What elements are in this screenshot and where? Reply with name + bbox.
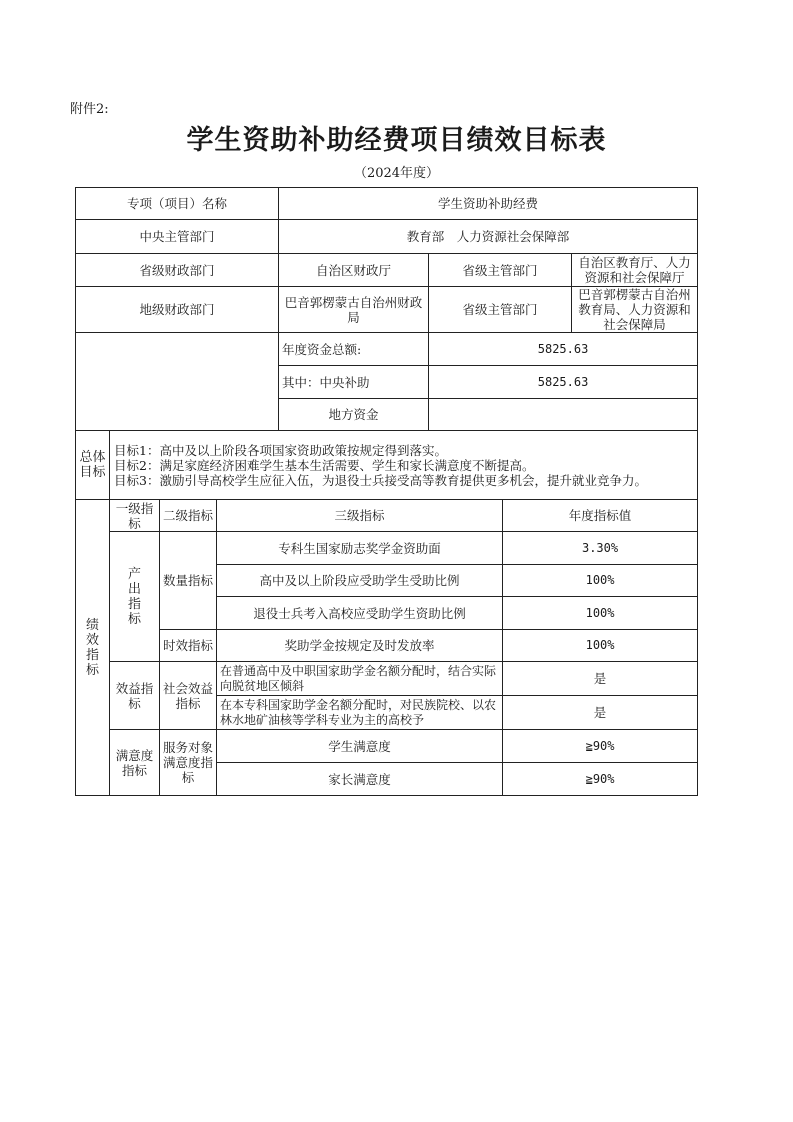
perf-label-char: 效 (85, 632, 99, 648)
prov-manager-label: 省级主管部门 (429, 254, 572, 287)
local-funds-label: 地方资金 (279, 399, 429, 431)
timeliness-indicator-label: 时效指标 (160, 630, 217, 662)
performance-target-table (75, 187, 698, 796)
level3-header: 三级指标 (217, 500, 503, 532)
quantity-indicator-label: 数量指标 (160, 532, 217, 630)
indicator-row-6-text-inner: 在本专科国家助学金名额分配时，对民族院校、以农林水地矿油核等学科专业为主的高校予 (220, 697, 497, 727)
benefit-indicator-label: 效益指标 (110, 662, 160, 730)
funds-blank-cell (76, 333, 279, 431)
central-subsidy-value: 5825.63 (429, 366, 698, 399)
overall-goal-3: 目标3：激励引导高校学生应征入伍，为退役士兵接受高等教育提供更多机会，提升就业竞争力。 (114, 472, 647, 488)
indicator-row-6-text (217, 696, 503, 730)
indicator-row-8-value: ≧90% (503, 763, 698, 796)
level2-header: 二级指标 (160, 500, 217, 532)
perf-label-char: 标 (85, 662, 99, 678)
overall-goals-cell (110, 431, 698, 500)
overall-goal-2: 目标2：满足家庭经济困难学生基本生活需要、学生和家长满意度不断提高。 (114, 457, 535, 473)
output-label-char: 标 (127, 611, 141, 627)
indicator-row-4-value: 100% (503, 630, 698, 662)
social-benefit-label: 社会效益指标 (160, 662, 217, 730)
project-name-label: 专项（项目）名称 (76, 188, 279, 220)
prov-finance-label: 省级财政部门 (76, 254, 279, 287)
annual-value-header: 年度指标值 (503, 500, 698, 532)
city-finance-label: 地级财政部门 (76, 287, 279, 333)
city-manager-label: 省级主管部门 (429, 287, 572, 333)
indicator-row-5-value: 是 (503, 662, 698, 696)
indicator-row-1-value: 3.30% (503, 532, 698, 565)
city-finance-value: 巴音郭楞蒙古自治州财政局 (279, 287, 429, 333)
output-indicator-label (110, 532, 160, 662)
project-name-value: 学生资助补助经费 (279, 188, 698, 220)
overall-goal-label (76, 431, 110, 500)
page-title: 学生资助补助经费项目绩效目标表 (186, 125, 607, 156)
local-funds-value (429, 399, 698, 431)
level1-header: 一级指标 (110, 500, 160, 532)
output-label-char: 产 (127, 566, 141, 582)
indicator-row-3-text: 退役士兵考入高校应受助学生资助比例 (217, 597, 503, 630)
perf-label-char: 绩 (85, 617, 99, 633)
indicator-row-3-value: 100% (503, 597, 698, 630)
central-dept-value: 教育部 人力资源社会保障部 (279, 220, 698, 254)
indicator-row-5-text: 在普通高中及中职国家助学金名额分配时，结合实际向脱贫地区倾斜 (217, 662, 503, 696)
indicator-row-2-value: 100% (503, 565, 698, 597)
prov-manager-value: 自治区教育厅、人力资源和社会保障厅 (572, 254, 698, 287)
central-subsidy-label: 其中：中央补助 (279, 366, 429, 399)
central-dept-label: 中央主管部门 (76, 220, 279, 254)
indicator-row-1-text: 专科生国家励志奖学金资助面 (217, 532, 503, 565)
output-label-char: 指 (127, 596, 141, 612)
service-satisfaction-label: 服务对象满意度指标 (160, 730, 217, 796)
prov-finance-value: 自治区财政厅 (279, 254, 429, 287)
overall-goal-label-line2: 目标 (79, 465, 106, 480)
satisfaction-indicator-label: 满意度指标 (110, 730, 160, 796)
indicator-row-8-text: 家长满意度 (217, 763, 503, 796)
indicator-row-7-text: 学生满意度 (217, 730, 503, 763)
annex-label: 附件2: (70, 102, 109, 117)
perf-indicator-label (76, 500, 110, 796)
city-manager-value: 巴音郭楞蒙古自治州教育局、人力资源和社会保障局 (572, 287, 698, 333)
indicator-row-2-text: 高中及以上阶段应受助学生受助比例 (217, 565, 503, 597)
total-funds-label: 年度资金总额: (279, 333, 429, 366)
overall-goal-1: 目标1：高中及以上阶段各项国家资助政策按规定得到落实。 (114, 442, 447, 458)
overall-goal-label-line1: 总体 (79, 450, 106, 465)
indicator-row-4-text: 奖助学金按规定及时发放率 (217, 630, 503, 662)
output-label-char: 出 (127, 581, 141, 597)
year-label: （2024年度） (353, 166, 440, 181)
total-funds-value: 5825.63 (429, 333, 698, 366)
indicator-row-6-value: 是 (503, 696, 698, 730)
indicator-row-7-value: ≧90% (503, 730, 698, 763)
perf-label-char: 指 (85, 647, 99, 663)
